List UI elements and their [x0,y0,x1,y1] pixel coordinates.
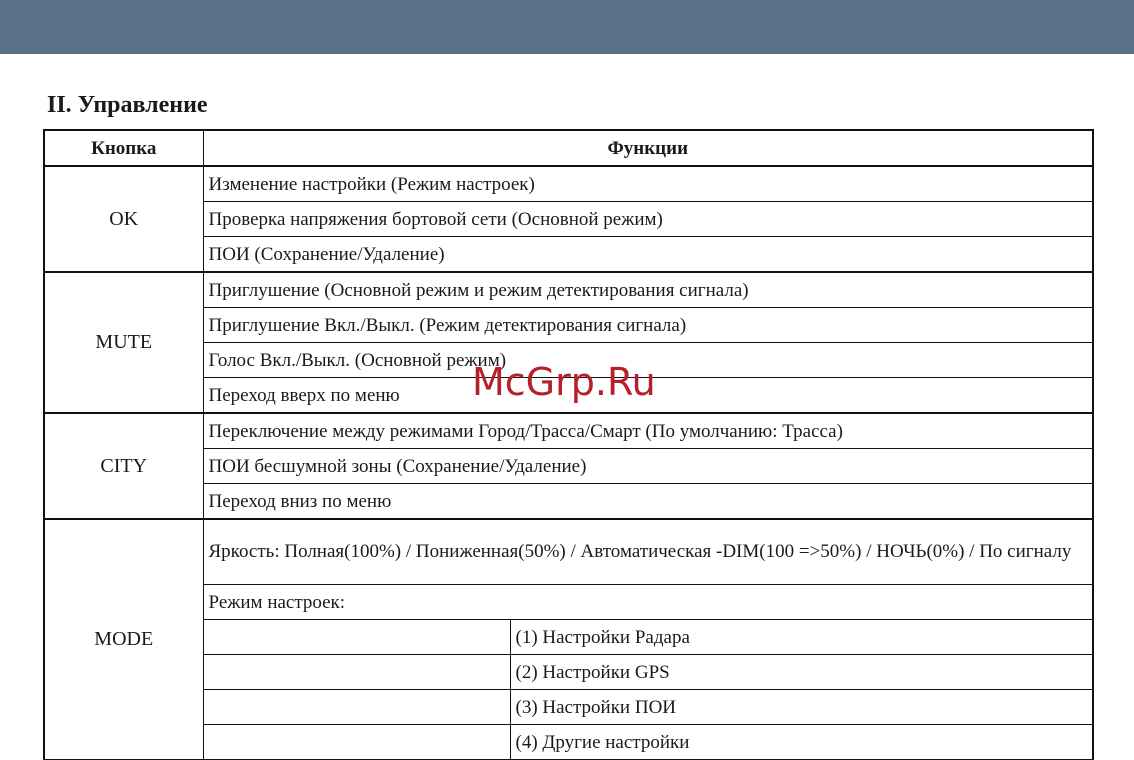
table-row [44,166,1093,202]
settings-item: (1) Настройки Радара [510,620,1093,655]
button-city: CITY [44,413,203,519]
function-cell: ПОИ (Сохранение/Удаление) [203,237,1093,273]
header-functions: Функции [203,130,1093,166]
empty-cell [203,655,510,690]
top-banner [0,0,1134,54]
controls-table [43,129,1094,760]
settings-item: (2) Настройки GPS [510,655,1093,690]
button-mute: MUTE [44,272,203,413]
function-cell: Проверка напряжения бортовой сети (Основной режим) [203,202,1093,237]
watermark: McGrp.Ru [472,360,656,404]
table-row [44,413,1093,449]
button-mode: MODE [44,519,203,760]
header-button: Кнопка [44,130,203,166]
table-row [44,519,1093,585]
settings-item: (4) Другие настройки [510,725,1093,760]
section-title: II. Управление [47,92,208,118]
function-cell: Приглушение (Основной режим и режим детектирования сигнала) [203,272,1093,308]
empty-cell [203,725,510,760]
button-ok: OK [44,166,203,272]
function-cell: Режим настроек: [203,585,1093,620]
function-cell: Переход вверх по меню [203,378,1093,414]
table-row [44,272,1093,308]
empty-cell [203,620,510,655]
settings-item: (3) Настройки ПОИ [510,690,1093,725]
function-cell: Приглушение Вкл./Выкл. (Режим детектирования сигнала) [203,308,1093,343]
function-cell: Яркость: Полная(100%) / Пониженная(50%) / Автоматическая -DIM(100 =>50%) / НОЧЬ(0%) / По сигналу [203,519,1093,585]
function-cell: Переключение между режимами Город/Трасса/Смарт (По умолчанию: Трасса) [203,413,1093,449]
function-cell: Голос Вкл./Выкл. (Основной режим) [203,343,1093,378]
function-cell: ПОИ бесшумной зоны (Сохранение/Удаление) [203,449,1093,484]
function-cell: Переход вниз по меню [203,484,1093,520]
table-header-row [44,130,1093,166]
function-cell: Изменение настройки (Режим настроек) [203,166,1093,202]
empty-cell [203,690,510,725]
